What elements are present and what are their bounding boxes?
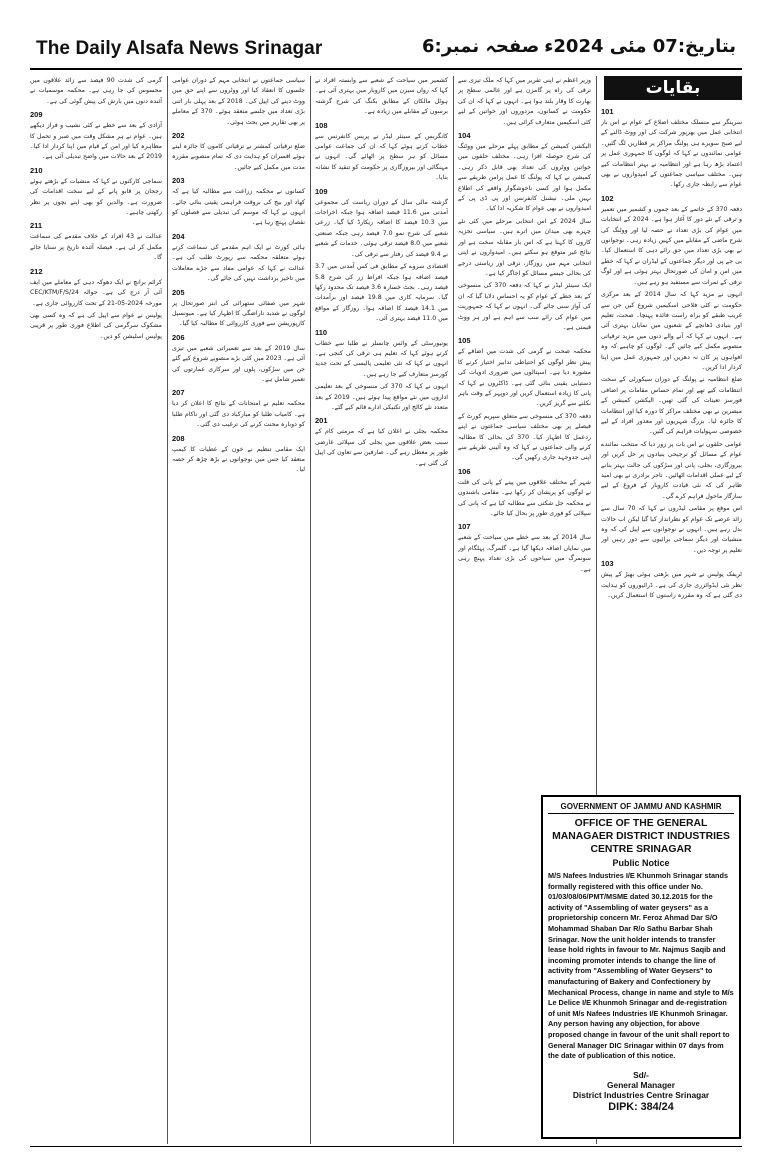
- article-paragraph: آزادی کے بعد سے خطے نے کئی نشیب و فراز دیکھے ہیں۔ عوام نے ہر مشکل وقت میں صبر و تحمل کا مظاہرہ کیا اور امن کے قیام میں اپنا کردار ادا کیا۔ 2019 کے بعد حالات میں واضح تبدیلی آئی ہے۔: [30, 122, 162, 161]
- column-4: [172, 76, 305, 1144]
- article-paragraph: محکمہ تعلیم نے امتحانات کے نتائج کا اعلان کر دیا ہے۔ کامیاب طلبا کو مبارکباد دی گئی اور ناکام طلبا کو دوبارہ محنت کرنے کی ترغیب دی گئی۔: [172, 400, 305, 429]
- article-paragraph: پولیس نے عوام سے اپیل کی ہے کہ وہ کسی بھی مشکوک سرگرمی کی اطلاع فوری طور پر قریبی پولیس اسٹیشن کو دیں۔: [30, 311, 162, 340]
- masthead: [30, 30, 742, 70]
- section-title: بقایات: [604, 76, 742, 100]
- article-paragraph: یونیورسٹی کے وائس چانسلر نے طلبا سے خطاب کرتے ہوئے کہا کہ تعلیم ہی ترقی کی کنجی ہے۔ انہوں نے کہا کہ نئی تعلیمی پالیسی کے تحت جدید کورسز متعارف کیے جا رہے ہیں۔: [315, 339, 448, 378]
- article-paragraph: ایک مقامی تنظیم نے خون کے عطیات کا کیمپ منعقد کیا جس میں نوجوانوں نے بڑھ چڑھ کر حصہ لیا۔: [172, 445, 305, 474]
- public-notice: [541, 795, 741, 1139]
- article-paragraph: اقتصادی سروے کے مطابق فی کس آمدنی میں 3.7 فیصد اضافہ ہوا جبکہ افراط زر کی شرح 5.8 فیصد رہی۔ بجٹ خسارہ 3.6 فیصد تک محدود رکھا گیا۔ سرمایہ کاری میں 19.8 فیصد اور برآمدات میں 14.1 فیصد کا اضافہ ہوا۔ روزگار کے مواقع میں 11.0 فیصد بہتری آئی۔: [315, 263, 448, 323]
- article-number: 102: [601, 193, 614, 203]
- article-number: 211: [30, 221, 43, 231]
- article-paragraph: شہر میں صفائی ستھرائی کی ابتر صورتحال پر لوگوں نے شدید ناراضگی کا اظہار کیا ہے۔ میونسپل کارپوریشن سے فوری کارروائی کا مطالبہ کیا گیا۔: [172, 299, 305, 328]
- column-3: [315, 76, 448, 1144]
- column-divider: [310, 76, 311, 1144]
- article-paragraph: وزیر اعظم نے اپنی تقریر میں کہا کہ ملک تیزی سے ترقی کی راہ پر گامزن ہے اور عالمی سطح پر بھارت کا وقار بلند ہوا ہے۔ انہوں نے کہا کہ ان کی حکومت نے کسانوں، مزدوروں اور خواتین کے لیے کئی اسکیمیں متعارف کرائی ہیں۔: [458, 77, 591, 126]
- article-paragraph: کانگریس کے سینئر لیڈر نے پریس کانفرنس سے خطاب کرتے ہوئے کہا کہ ان کی جماعت عوامی مسائل کو ہر سطح پر اٹھائے گی۔ انہوں نے مہنگائی اور بیروزگاری پر حکومت کو تنقید کا نشانہ بنایا۔: [315, 132, 448, 182]
- article-number: 110: [315, 327, 328, 337]
- article-paragraph: ٹریفک پولیس نے شہر میں بڑھتی ہوئی بھیڑ کے پیش نظر نئی ایڈوائزری جاری کی ہے۔ ڈرائیوروں کو ہدایت دی گئی ہے کہ وہ مقررہ راستوں کا استعمال کریں۔: [601, 571, 742, 600]
- article-number: 202: [172, 131, 185, 141]
- bottom-rule: [30, 1146, 742, 1147]
- article-number: 206: [172, 332, 185, 342]
- article-paragraph: شہر کے مختلف علاقوں میں پینے کے پانی کی قلت نے لوگوں کو پریشان کر رکھا ہے۔ مقامی باشندوں نے محکمہ جل شکتی سے مطالبہ کیا ہے کہ پانی کی سپلائی کو فوری طور پر بحال کیا جائے۔: [458, 478, 591, 518]
- article-paragraph: دفعہ 370 کے خاتمے کے بعد جموں و کشمیر میں تعمیر و ترقی کے نئے دور کا آغاز ہوا ہے۔ 2024 کے انتخابات میں عوام کی بڑی تعداد نے حصہ لیا اور ووٹنگ کی شرح ماضی کے مقابلے میں کہیں زیادہ رہی۔ نوجوانوں نے بھی بڑی تعداد میں حق رائے دہی کا استعمال کیا۔ بی جے پی اور دیگر جماعتوں کے لیڈران نے کہا کہ خطے میں امن و امان کی صورتحال بہتر ہوئی ہے اور لوگ ترقی کے ثمرات سے مستفید ہو رہے ہیں۔: [601, 205, 742, 286]
- article-paragraph: سیاسی جماعتوں نے انتخابی مہم کے دوران عوامی جلسوں کا انعقاد کیا اور ووٹروں سے اپنے حق میں ووٹ دینے کی اپیل کی۔ 2018 کے بعد پہلی بار اتنی بڑی تعداد میں جلسے منعقد ہوئے۔ 370 کے معاملے پر بھی تقاریر میں بحث ہوئی۔: [172, 77, 305, 126]
- column-divider: [453, 76, 454, 1144]
- issue-date: بتاریخ:07 مئی 2024ء: [544, 36, 736, 57]
- article-number: 210: [30, 165, 43, 175]
- article-number: 203: [172, 176, 185, 186]
- article-number: 209: [30, 110, 43, 120]
- notice-heading: Public Notice: [612, 858, 670, 868]
- article-number: 207: [172, 388, 185, 398]
- notice-dipk: DIPK: 384/24: [608, 1100, 674, 1113]
- article-paragraph: ایک سینئر لیڈر نے کہا کہ دفعہ 370 کی منسوخی کے بعد خطے کے عوام کو یہ احساس دلایا گیا کہ ان کی آواز سنی جائے گی۔ انہوں نے کہا کہ جمہوریت میں عوام کی رائے سب سے اہم ہے اور ہر ووٹ قیمتی ہے۔: [458, 282, 591, 331]
- article-paragraph: ضلع ترقیاتی کمشنر نے ترقیاتی کاموں کا جائزہ لیتے ہوئے افسران کو ہدایت دی کہ تمام منصوبے مقررہ مدت میں مکمل کیے جائیں۔: [172, 143, 305, 171]
- article-paragraph: سال 2024 کے اس انتخابی مرحلے میں کئی نئے چہرے بھی میدان میں اترے ہیں۔ سیاسی تجزیہ کاروں کا کہنا ہے کہ اس بار مقابلہ سخت ہے اور نتائج غیر متوقع ہو سکتے ہیں۔ امیدواروں نے اپنی انتخابی مہم میں روزگار، ترقی اور ریاستی درجے کی بحالی جیسے مسائل کو اجاگر کیا ہے۔: [458, 217, 591, 277]
- article-paragraph: سماجی کارکنوں نے کہا کہ منشیات کے بڑھتے ہوئے رجحان پر قابو پانے کے لیے سخت اقدامات کی ضرورت ہے۔ والدین کو بھی اپنے بچوں پر نظر رکھنی چاہیے۔: [30, 177, 162, 217]
- article-paragraph: محکمہ صحت نے گرمی کی شدت میں اضافے کے پیش نظر لوگوں کو احتیاطی تدابیر اختیار کرنے کا مشورہ دیا ہے۔ اسپتالوں میں ضروری ادویات کی دستیابی یقینی بنائی گئی ہے۔ ڈاکٹروں نے کہا کہ پانی کا زیادہ استعمال کریں اور دوپہر کے وقت باہر نکلنے سے گریز کریں۔: [458, 348, 591, 408]
- article-number: 212: [30, 266, 43, 276]
- article-number: 201: [315, 416, 328, 426]
- article-paragraph: گزشتہ مالی سال کے دوران ریاست کی مجموعی آمدنی میں 11.6 فیصد اضافہ ہوا جبکہ اخراجات میں 10.3 فیصد کا اضافہ ریکارڈ کیا گیا۔ زرعی شعبے کی شرح نمو 7.0 فیصد رہی جبکہ صنعتی شعبے میں 8.0 فیصد ترقی ہوئی۔ خدمات کے شعبے نے 9.4 فیصد کی رفتار سے ترقی کی۔: [315, 198, 448, 258]
- article-paragraph: کسانوں نے محکمہ زراعت سے مطالبہ کیا ہے کہ کھاد اور بیج کی بروقت فراہمی یقینی بنائی جائے۔ انہوں نے کہا کہ موسم کی تبدیلی سے فصلوں کو نقصان پہنچ رہا ہے۔: [172, 188, 305, 227]
- page-number: صفحہ نمبر:6: [422, 36, 540, 57]
- article-paragraph: کشمیر میں سیاحت کے شعبے سے وابستہ افراد نے کہا کہ رواں سیزن میں کاروبار میں بہتری آئی ہے۔ ہوٹل مالکان کے مطابق بکنگ کی شرح گزشتہ برسوں کے مقابلے میں زیادہ ہے۔: [315, 77, 448, 116]
- article-paragraph: سرینگر سے منسلک مختلف اضلاع کے عوام نے اس بار انتخابی عمل میں بھرپور شرکت کی اور ووٹ ڈالنے کے لیے صبح سویرے ہی پولنگ مراکز پر قطاریں لگ گئیں۔ عوامی نمائندوں نے کہا کہ لوگوں کا جمہوری عمل پر اعتماد بڑھ رہا ہے اور انتظامیہ نے بہتر انتظامات کیے ہیں۔ مختلف سیاسی جماعتوں کے امیدواروں نے بھی عوام سے رابطہ جاری رکھا۔: [601, 119, 742, 189]
- article-number: 204: [172, 231, 185, 241]
- column-left: [30, 76, 162, 1144]
- article-number: 108: [315, 120, 328, 130]
- article-paragraph: محکمہ بجلی نے اعلان کیا ہے کہ مرمتی کام کے سبب بعض علاقوں میں بجلی کی سپلائی عارضی طور پر معطل رہے گی۔ صارفین سے تعاون کی اپیل کی گئی ہے۔: [315, 428, 448, 467]
- notice-body: M/S Nafees Industries I/E Khunmoh Srinagar stands formally registered with this office under No. 01/03/08/06/PMT/MSME dated 30.12.2015 for the activity of "Assembling of water geysers" as a proprietorship concern Mr. Feroz Ahmad Dar S/O Mohammad Shaban Dar R/o Sathu Barbar Shah Srinagar. Now the unit holder intends to transfer lease hold rights in favour to Mr. Najmus Saqib and incoming promoter intends to change the line of activity from "Assembling of Water Geysers" to manufacturing of Bakery and Confectionery by Mechanical Process, change in name and style to M/s Le Delice I/E Khunmoh Srinagar and de-registration of unit M/s Nafees Industries I/E Khunmoh Srinagar. Any person having any objection, for above proposed change in favour of the unit shall report to General Manager DIC Srinagar within 07 days from the date of publication of this notice.: [548, 871, 734, 1061]
- article-paragraph: ہائی کورٹ نے ایک اہم مقدمے کی سماعت کرتے ہوئے متعلقہ محکمہ سے رپورٹ طلب کی ہے۔ عدالت نے کہا کہ عوامی مفاد سے جڑے معاملات میں تاخیر برداشت نہیں کی جائے گی۔: [172, 243, 305, 283]
- article-paragraph: سال 2019 کے بعد سے تعمیراتی شعبے میں تیزی آئی ہے۔ 2023 میں کئی بڑے منصوبے شروع کیے گئے جن میں سڑکوں، پلوں اور سرکاری عمارتوں کی تعمیر شامل ہے۔: [172, 344, 305, 383]
- article-number: 205: [172, 287, 185, 297]
- article-paragraph: ضلع انتظامیہ نے پولنگ کے دوران سیکورٹی کے سخت انتظامات کیے تھے اور تمام حساس مقامات پر اضافی فورسز تعینات کی گئی تھیں۔ الیکشن کمیشن کے مبصرین نے بھی مختلف مراکز کا دورہ کیا اور انتظامات کا جائزہ لیا۔ بزرگ شہریوں اور معذور افراد کے لیے خصوصی سہولیات فراہم کی گئیں۔: [601, 376, 742, 436]
- notice-government: GOVERNMENT OF JAMMU AND KASHMIR: [548, 802, 734, 814]
- notice-sd: Sd/-: [633, 1069, 649, 1080]
- paper-name: The Daily Alsafa News Srinagar: [36, 38, 323, 59]
- article-paragraph: سال 2014 کے بعد سے خطے میں سیاحت کے شعبے میں نمایاں اضافہ دیکھا گیا ہے۔ گلمرگ، پہلگام اور سونمرگ میں سیاحوں کی بڑی تعداد پہنچ رہی ہے۔: [458, 534, 591, 573]
- article-number: 105: [458, 336, 471, 346]
- notice-signatory-office: District Industries Centre Srinagar: [572, 1089, 710, 1100]
- article-paragraph: گرمی کی شدت 90 فیصد سے زائد علاقوں میں محسوس کی جا رہی ہے۔ محکمہ موسمیات نے آئندہ دنوں میں بارش کی پیش گوئی کی ہے۔: [30, 77, 162, 105]
- article-number: 103: [601, 559, 614, 569]
- notice-office: OFFICE OF THE GENERAL MANAGAER DISTRICT INDUSTRIES CENTRE SRINAGAR: [552, 818, 730, 855]
- article-number: 208: [172, 433, 185, 443]
- article-paragraph: عدالت نے 43 افراد کے خلاف مقدمے کی سماعت مکمل کر لی ہے۔ فیصلہ آئندہ تاریخ پر سنایا جائے گا۔: [30, 233, 162, 262]
- article-paragraph: اس موقع پر مقامی لیڈروں نے کہا کہ 70 سال سے زائد عرصے تک عوام کو نظرانداز کیا گیا لیکن اب حالات بدل رہے ہیں۔ انہوں نے نوجوانوں سے اپیل کی کہ وہ منشیات اور دیگر سماجی برائیوں سے دور رہیں اور تعلیم پر توجہ دیں۔: [601, 505, 742, 554]
- article-paragraph: انہوں نے مزید کہا کہ سال 2014 کے بعد مرکزی حکومت نے کئی فلاحی اسکیمیں شروع کیں جن سے غریب طبقے کو براہ راست فائدہ پہنچا۔ صحت، تعلیم اور بنیادی ڈھانچے کے شعبوں میں نمایاں بہتری آئی ہے۔ انہوں نے کہا کہ آنے والے دنوں میں مزید ترقیاتی منصوبے مکمل کیے جائیں گے۔ لوگوں کو چاہیے کہ وہ افواہوں پر کان نہ دھریں اور جمہوری عمل میں اپنا کردار ادا کریں۔: [601, 291, 742, 371]
- notice-signatory: General Manager: [607, 1079, 675, 1090]
- column-divider: [167, 76, 168, 1144]
- article-paragraph: عوامی حلقوں نے اس بات پر زور دیا کہ منتخب نمائندے عوام کے مسائل کو ترجیحی بنیادوں پر حل کریں اور بیروزگاری، بجلی، پانی اور سڑکوں کی حالت بہتر بنانے کے لیے عملی اقدامات اٹھائیں۔ تاجر برادری نے بھی امید ظاہر کی کہ نئی قیادت کاروبار کے فروغ کے لیے سازگار ماحول فراہم کرے گی۔: [601, 440, 742, 500]
- article-number: 109: [315, 186, 328, 196]
- article-number: 104: [458, 131, 471, 141]
- article-paragraph: کرائم برانچ نے ایک دھوکہ دہی کے معاملے میں ایف آئی آر درج کی ہے۔ حوالہ CEC/KTM/F/S/24 مورخہ 2024-05-21 کے تحت کارروائی جاری ہے۔: [30, 278, 162, 307]
- article-paragraph: انہوں نے کہا کہ 370 کی منسوخی کے بعد تعلیمی اداروں میں نئے مواقع پیدا ہوئے ہیں۔ 2019 کے بعد متعدد نئے کالج اور تکنیکی ادارے قائم کیے گئے۔: [315, 383, 448, 411]
- article-number: 106: [458, 466, 471, 476]
- article-paragraph: الیکشن کمیشن کے مطابق پہلے مرحلے میں ووٹنگ کی شرح حوصلہ افزا رہی۔ مختلف حلقوں میں خواتین ووٹروں کی تعداد بھی قابل ذکر رہی۔ کمیشن نے کہا کہ پولنگ کا عمل پرامن طریقے سے مکمل ہوا اور کسی ناخوشگوار واقعے کی اطلاع نہیں ملی۔ نیشنل کانفرنس اور پی ڈی پی کے امیدواروں نے بھی عوام کا شکریہ ادا کیا۔: [458, 143, 591, 213]
- article-paragraph: دفعہ 370 کی منسوخی سے متعلق سپریم کورٹ کے فیصلے پر بھی مختلف سیاسی جماعتوں نے اپنے ردعمل کا اظہار کیا۔ 370 کی بحالی کا مطالبہ کرنے والی جماعتوں نے کہا کہ وہ آئینی طریقے سے اپنی جدوجہد جاری رکھیں گی۔: [458, 412, 591, 462]
- article-number: 107: [458, 522, 471, 532]
- article-number: 101: [601, 107, 614, 116]
